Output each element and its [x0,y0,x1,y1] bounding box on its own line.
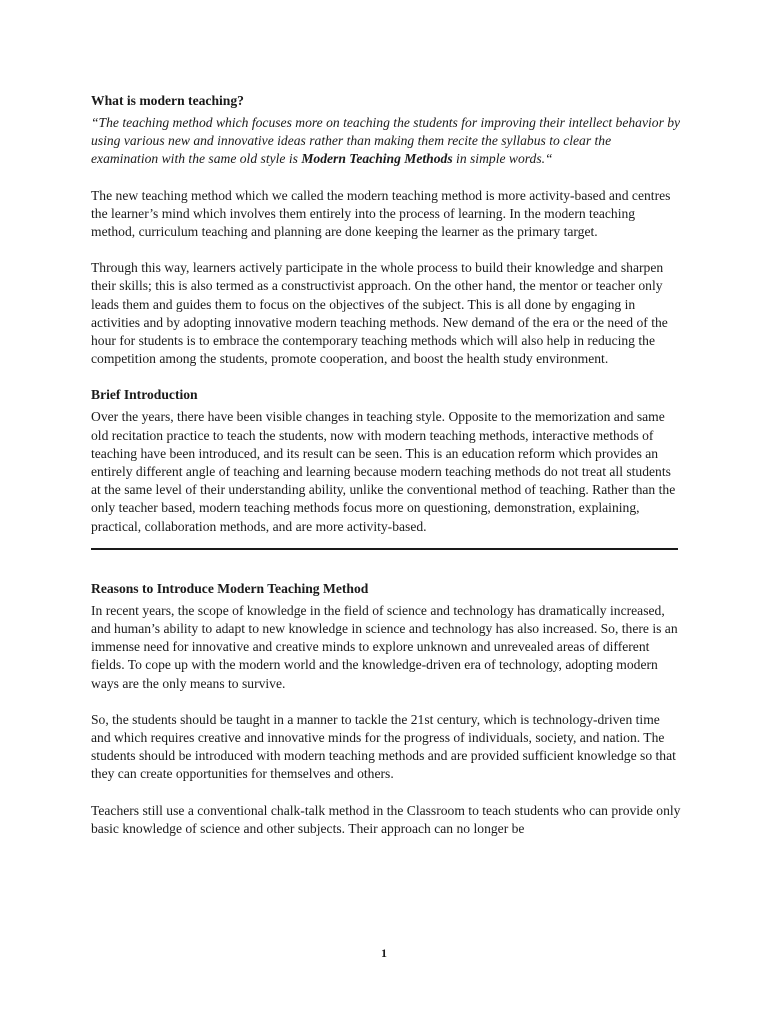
spacer [91,368,681,386]
quote-bold-term: Modern Teaching Methods [301,151,453,167]
heading-brief-introduction: Brief Introduction [91,387,198,403]
heading-what-is-modern-teaching: What is modern teaching? [91,93,244,108]
spacer [91,784,681,802]
paragraph-brief-introduction: Over the years, there have been visible changes in teaching style. Opposite to the memorization and same old recitation practice to teach the students, now with modern teaching methods, interactive methods of teaching have been introduced, and its result can be seen. This is an education reform which provides an entirely different angle of teaching and learning because modern teaching methods do not treat all students at the same level of their understanding ability, unlike the conventional method of teaching. Rather than the only teacher based, modern teaching methods focus more on questioning, demonstration, explaining, practical, collaboration methods, and are more activity-based. [91,409,676,534]
definition-quote [91,114,681,169]
spacer [91,693,681,711]
paragraph-activity-based: The new teaching method which we called the modern teaching method is more activity-based and centres the learner’s mind which involves them entirely into the process of learning. In the modern teaching method, curriculum teaching and planning are done keeping the learner as the primary target. [91,187,671,240]
paragraph-21st-century: So, the students should be taught in a manner to tackle the 21st century, which is technology-driven time and which requires creative and innovative minds for the progress of individuals, society, and nation. The students should be introduced with modern teaching methods and are provided sufficient knowledge so that they can create opportunities for themselves and others. [91,711,676,782]
page-number: 1 [381,946,387,960]
document-body [91,92,681,838]
quote-text-start: “The teaching method which focuses more on teaching the students for improving their intellect behavior by using various new and innovative ideas rather than making them recite the syllabus to clear the examination with the same old style is [91,115,681,167]
heading-reasons: Reasons to Introduce Modern Teaching Method [91,580,369,596]
spacer [91,241,681,259]
spacer [91,169,681,187]
quote-text-end: in simple words.“ [452,151,553,167]
paragraph-science-technology: In recent years, the scope of knowledge in the field of science and technology has dramatically increased, and human’s ability to adapt to new knowledge in science and technology has also increased. So, there is an immense need for innovative and creative minds to explore unknown and unrevealed areas of different fields. To cope up with the modern world and the knowledge-driven era of technology, adopting modern ways are the only means to survive. [91,602,678,691]
spacer [91,550,681,580]
paragraph-chalk-talk: Teachers still use a conventional chalk-talk method in the Classroom to teach students who can provide only basic knowledge of science and other subjects. Their approach can no longer be [91,802,681,836]
paragraph-constructivist: Through this way, learners actively participate in the whole process to build their knowledge and sharpen their skills; this is also termed as a constructivist approach. On the other hand, the mentor or teacher only leads them and guides them to focus on the objectives of the subject. This is all done by engaging in activities and by adopting innovative modern teaching methods. New demand of the era or the need of the hour for students is to embrace the contemporary teaching methods which will also help in reducing the competition among the students, promote cooperation, and boost the health study environment. [91,260,668,367]
